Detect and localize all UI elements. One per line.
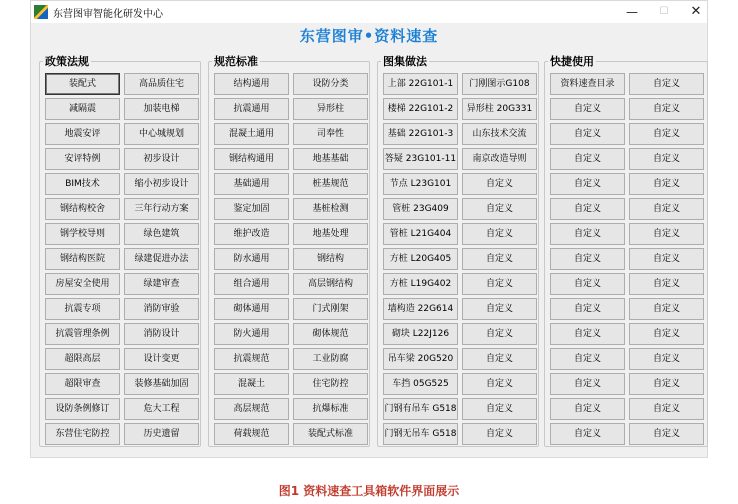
- panel-legend: 规范标准: [214, 55, 258, 68]
- panel-policy-button[interactable]: 钢结构校舍: [45, 198, 120, 220]
- panel-atlas-button[interactable]: 门钢无吊车 G518: [383, 423, 458, 445]
- app-logo-icon: [34, 5, 48, 19]
- panel-policy-button[interactable]: 危大工程: [124, 398, 199, 420]
- panel-standards-button[interactable]: 装配式标准: [293, 423, 368, 445]
- panel-standards-button[interactable]: 司奉性: [293, 123, 368, 145]
- panel-standards-button[interactable]: 高层规范: [214, 398, 289, 420]
- panel-standards-button[interactable]: 高层钢结构: [293, 273, 368, 295]
- app-window: [30, 0, 708, 458]
- panel-atlas-button[interactable]: 车挡 05G525: [383, 373, 458, 395]
- panel-standards-button[interactable]: 鉴定加固: [214, 198, 289, 220]
- panel-quick-button[interactable]: 自定义: [550, 398, 625, 420]
- panel-policy-button[interactable]: 绿色建筑: [124, 223, 199, 245]
- panel-quick-button[interactable]: 自定义: [629, 73, 704, 95]
- panel-standards-button[interactable]: 工业防腐: [293, 348, 368, 370]
- panel-quick-button[interactable]: 自定义: [550, 323, 625, 345]
- panel-standards-button[interactable]: 地基基础: [293, 148, 368, 170]
- panel-atlas-button[interactable]: 自定义: [462, 423, 537, 445]
- panel-standards-button[interactable]: 砌体规范: [293, 323, 368, 345]
- panel-quick-button[interactable]: 自定义: [550, 223, 625, 245]
- panel-quick-button[interactable]: 自定义: [629, 398, 704, 420]
- panel-standards-button[interactable]: 住宅防控: [293, 373, 368, 395]
- panel-quick-button[interactable]: 自定义: [550, 423, 625, 445]
- panel-quick-button[interactable]: 自定义: [629, 123, 704, 145]
- panel-atlas-button[interactable]: 自定义: [462, 198, 537, 220]
- panel-quick-button[interactable]: 自定义: [550, 173, 625, 195]
- panel-standards-button[interactable]: 钢结构: [293, 248, 368, 270]
- panel-legend: 快捷使用: [550, 55, 594, 68]
- maximize-button[interactable]: ☐: [659, 6, 669, 17]
- panel-atlas-button[interactable]: 南京改造导则: [462, 148, 537, 170]
- panel-standards-button[interactable]: 桩基规范: [293, 173, 368, 195]
- panel-quick-button[interactable]: 自定义: [550, 248, 625, 270]
- panel-standards-button[interactable]: 混凝土: [214, 373, 289, 395]
- panel-standards-button[interactable]: 抗爆标准: [293, 398, 368, 420]
- panel-atlas-button[interactable]: 答疑 23G101-11: [383, 148, 458, 170]
- panel-atlas-button[interactable]: 自定义: [462, 173, 537, 195]
- panel-standards-button[interactable]: 抗震规范: [214, 348, 289, 370]
- panel-atlas-button[interactable]: 上部 22G101-1: [383, 73, 458, 95]
- panel-standards-button[interactable]: 抗震通用: [214, 98, 289, 120]
- figure-caption: 图1 资料速查工具箱软件界面展示: [278, 484, 460, 498]
- panel-atlas-button[interactable]: 自定义: [462, 223, 537, 245]
- panel-quick: [544, 55, 708, 447]
- window-title: 东营图审智能化研发中心: [53, 9, 163, 20]
- panel-policy-button[interactable]: 抗震专项: [45, 298, 120, 320]
- panel-policy-button[interactable]: 中心城规划: [124, 123, 199, 145]
- panel-policy-button[interactable]: 三年行动方案: [124, 198, 199, 220]
- panel-atlas-button[interactable]: 墙构造 22G614: [383, 298, 458, 320]
- panel-quick-button[interactable]: 资料速查目录: [550, 73, 625, 95]
- panel-standards: [208, 55, 370, 447]
- panel-policy-button[interactable]: 超限审查: [45, 373, 120, 395]
- panel-atlas-button[interactable]: 节点 L23G101: [383, 173, 458, 195]
- panel-atlas-button[interactable]: 吊车梁 20G520: [383, 348, 458, 370]
- panel-standards-button[interactable]: 地基处理: [293, 223, 368, 245]
- panel-policy-button[interactable]: 钢结构医院: [45, 248, 120, 270]
- panel-atlas-button[interactable]: 自定义: [462, 348, 537, 370]
- close-button[interactable]: ✕: [690, 4, 702, 19]
- panel-policy-button[interactable]: 设防条例修订: [45, 398, 120, 420]
- panel-quick-button[interactable]: 自定义: [629, 373, 704, 395]
- panel-policy-button[interactable]: BIM技术: [45, 173, 120, 195]
- panel-atlas-button[interactable]: 门刚图示G108: [462, 73, 537, 95]
- panel-atlas-button[interactable]: 自定义: [462, 298, 537, 320]
- panel-standards-button[interactable]: 组合通用: [214, 273, 289, 295]
- panel-quick-button[interactable]: 自定义: [629, 148, 704, 170]
- panel-quick-button[interactable]: 自定义: [629, 173, 704, 195]
- panel-atlas-button[interactable]: 异形柱 20G331: [462, 98, 537, 120]
- panel-policy-button[interactable]: 装配式: [45, 73, 120, 95]
- panel-policy-button[interactable]: 消防审验: [124, 298, 199, 320]
- panel-quick-button[interactable]: 自定义: [550, 123, 625, 145]
- panel-atlas-button[interactable]: 砌块 L22J126: [383, 323, 458, 345]
- app-heading: 东营图审•资料速查: [299, 27, 439, 45]
- panel-quick-button[interactable]: 自定义: [629, 423, 704, 445]
- panel-policy-button[interactable]: 绿建审查: [124, 273, 199, 295]
- panel-standards-button[interactable]: 基础通用: [214, 173, 289, 195]
- panel-legend: 图集做法: [383, 55, 427, 68]
- panel-atlas-button[interactable]: 方桩 L19G402: [383, 273, 458, 295]
- panel-standards-button[interactable]: 荷载规范: [214, 423, 289, 445]
- panel-policy-button[interactable]: 初步设计: [124, 148, 199, 170]
- panel-policy-button[interactable]: 东营住宅防控: [45, 423, 120, 445]
- panel-atlas-button[interactable]: 方桩 L20G405: [383, 248, 458, 270]
- panel-quick-button[interactable]: 自定义: [629, 248, 704, 270]
- panel-quick-button[interactable]: 自定义: [550, 198, 625, 220]
- panel-policy-button[interactable]: 抗震管理条例: [45, 323, 120, 345]
- panel-policy-button[interactable]: 加装电梯: [124, 98, 199, 120]
- panel-policy-button[interactable]: 缩小初步设计: [124, 173, 199, 195]
- panel-atlas-button[interactable]: 管桩 23G409: [383, 198, 458, 220]
- panel-policy-button[interactable]: 安评特例: [45, 148, 120, 170]
- panel-quick-button[interactable]: 自定义: [550, 98, 625, 120]
- panel-policy-button[interactable]: 减隔震: [45, 98, 120, 120]
- panel-quick-button[interactable]: 自定义: [550, 273, 625, 295]
- panel-standards-button[interactable]: 结构通用: [214, 73, 289, 95]
- panel-quick-button[interactable]: 自定义: [629, 298, 704, 320]
- panel-standards-button[interactable]: 防火通用: [214, 323, 289, 345]
- panel-atlas-button[interactable]: 山东技术交流: [462, 123, 537, 145]
- panel-atlas-button[interactable]: 楼梯 22G101-2: [383, 98, 458, 120]
- panel-policy-button[interactable]: 历史遗留: [124, 423, 199, 445]
- panel-atlas-button[interactable]: 门钢有吊车 G518: [383, 398, 458, 420]
- panel-quick-button[interactable]: 自定义: [629, 198, 704, 220]
- panel-atlas-button[interactable]: 管桩 L21G404: [383, 223, 458, 245]
- panel-policy: [39, 55, 201, 447]
- panel-quick-button[interactable]: 自定义: [629, 273, 704, 295]
- panel-quick-button[interactable]: 自定义: [629, 223, 704, 245]
- panel-quick-button[interactable]: 自定义: [550, 148, 625, 170]
- panel-policy-button[interactable]: 绿建促进办法: [124, 248, 199, 270]
- title-bar: [31, 1, 707, 23]
- panel-atlas-button[interactable]: 自定义: [462, 273, 537, 295]
- panel-quick-button[interactable]: 自定义: [550, 298, 625, 320]
- panel-standards-button[interactable]: 混凝土通用: [214, 123, 289, 145]
- panel-standards-button[interactable]: 维护改造: [214, 223, 289, 245]
- minimize-button[interactable]: —: [626, 5, 638, 19]
- panel-atlas-button[interactable]: 自定义: [462, 373, 537, 395]
- panel-atlas-button[interactable]: 自定义: [462, 398, 537, 420]
- panel-legend: 政策法规: [45, 55, 89, 68]
- panel-standards-button[interactable]: 基桩检测: [293, 198, 368, 220]
- panel-policy-button[interactable]: 超限高层: [45, 348, 120, 370]
- panel-standards-button[interactable]: 钢结构通用: [214, 148, 289, 170]
- panel-atlas: [377, 55, 539, 447]
- panel-standards-button[interactable]: 防水通用: [214, 248, 289, 270]
- panel-quick-button[interactable]: 自定义: [629, 323, 704, 345]
- panel-quick-button[interactable]: 自定义: [629, 98, 704, 120]
- panel-quick-button[interactable]: 自定义: [550, 373, 625, 395]
- panel-quick-button[interactable]: 自定义: [550, 348, 625, 370]
- panel-standards-button[interactable]: 砌体通用: [214, 298, 289, 320]
- panel-atlas-button[interactable]: 自定义: [462, 323, 537, 345]
- panel-quick-button[interactable]: 自定义: [629, 348, 704, 370]
- panel-policy-button[interactable]: 钢学校导则: [45, 223, 120, 245]
- panel-standards-button[interactable]: 异形柱: [293, 98, 368, 120]
- panel-policy-button[interactable]: 高品质住宅: [124, 73, 199, 95]
- panel-atlas-button[interactable]: 自定义: [462, 248, 537, 270]
- panel-standards-button[interactable]: 门式刚架: [293, 298, 368, 320]
- panel-standards-button[interactable]: 设防分类: [293, 73, 368, 95]
- panel-policy-button[interactable]: 消防设计: [124, 323, 199, 345]
- panel-policy-button[interactable]: 房屋安全使用: [45, 273, 120, 295]
- panel-policy-button[interactable]: 地震安评: [45, 123, 120, 145]
- panel-policy-button[interactable]: 设计变更: [124, 348, 199, 370]
- panel-atlas-button[interactable]: 基础 22G101-3: [383, 123, 458, 145]
- panel-policy-button[interactable]: 装修基础加固: [124, 373, 199, 395]
